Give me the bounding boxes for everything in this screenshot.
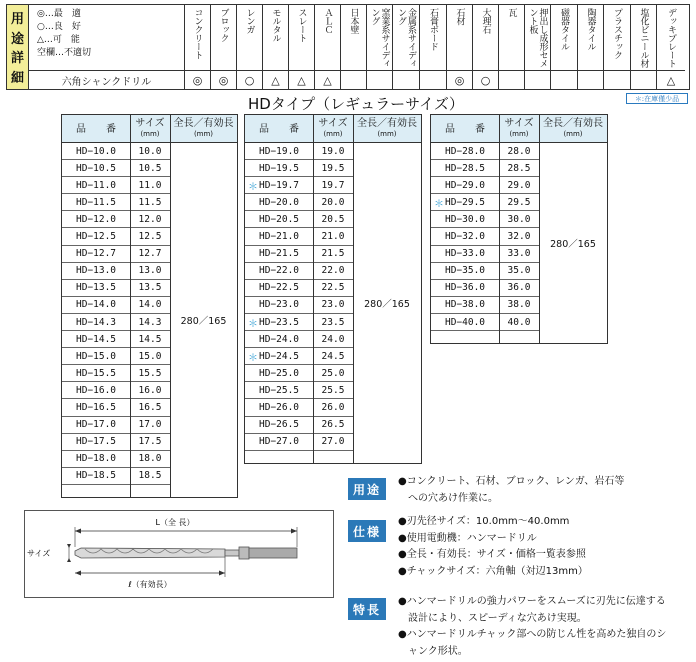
size-value: 10.5 (138, 162, 162, 174)
effective-length-label: ℓ（有効長） (128, 580, 172, 589)
product-code: HD−19.0 (258, 145, 300, 157)
legend-good: ○…良 好 (37, 22, 81, 32)
product-code: HD−28.5 (444, 162, 486, 174)
table-header (431, 115, 607, 143)
material-name: 大理石 (473, 5, 498, 71)
size-value: 14.3 (138, 316, 162, 328)
table-row (245, 382, 353, 399)
length-value: 280／165 (180, 316, 227, 327)
product-code: HD−36.0 (444, 282, 486, 294)
table-row (245, 434, 353, 451)
size-value: 16.0 (138, 384, 162, 396)
size-value: 29.0 (507, 179, 531, 191)
size-value: 12.0 (138, 213, 162, 225)
table-header (245, 115, 421, 143)
product-code: HD−10.5 (75, 162, 117, 174)
header-cell: サイズ (mm) (504, 118, 534, 138)
spec-text: ●刃先径サイズ：10.0mm〜40.0mm ●使用電動機：ハンマードリル ●全長・有効長：サイズ・価格一覧表参照 ●チャックサイズ：六角軸（対辺13mm） (398, 516, 588, 577)
product-code: HD−11.0 (75, 179, 117, 191)
material-column (525, 5, 551, 89)
size-value: 20.0 (321, 196, 345, 208)
table-row (245, 400, 353, 417)
size-value: 29.5 (507, 196, 531, 208)
size-value: 21.5 (321, 248, 345, 260)
table-row (245, 194, 353, 211)
material-column (499, 5, 525, 89)
size-value: 14.5 (138, 333, 162, 345)
length-value: 280／165 (550, 239, 596, 250)
material-name: ブロック (211, 5, 236, 71)
product-code: HD−29.0 (444, 179, 486, 191)
product-code: HD−12.5 (75, 231, 117, 243)
legend-best: ◎…最 適 (37, 9, 81, 19)
suitability-table (6, 4, 690, 90)
size-value: 24.0 (321, 333, 345, 345)
table-row (62, 194, 170, 211)
table-row (431, 160, 539, 177)
column-divider (499, 115, 500, 343)
table-row (62, 211, 170, 228)
table-row (62, 314, 170, 331)
column-divider (313, 115, 314, 463)
product-code: HD−21.5 (258, 248, 300, 260)
table-row (62, 434, 170, 451)
suitability-mark: △ (666, 73, 676, 87)
size-value: 13.5 (138, 282, 162, 294)
suitability-mark (631, 71, 656, 89)
table-row (245, 160, 353, 177)
material-name: 磁器タイル (551, 5, 577, 71)
size-value: 11.5 (138, 196, 162, 208)
size-value: 28.5 (507, 162, 531, 174)
table-row (431, 177, 539, 194)
table-row (431, 263, 539, 280)
material-column (420, 5, 447, 89)
material-column (315, 5, 341, 89)
material-name: 日本壁 (341, 5, 366, 71)
product-code: HD−10.0 (75, 145, 117, 157)
material-name: 金属系サイディング (393, 5, 419, 71)
material-column (289, 5, 315, 89)
size-value: 40.0 (507, 316, 531, 328)
suitability-mark (551, 71, 577, 89)
product-code: HD−40.0 (444, 316, 486, 328)
size-value: 36.0 (507, 282, 531, 294)
table-row (62, 468, 170, 485)
material-column (551, 5, 578, 89)
size-value: 18.5 (138, 470, 162, 482)
table-row (62, 382, 170, 399)
table-row (245, 229, 353, 246)
legend-unsuitable: 空欄…不適切 (37, 48, 92, 58)
product-code: HD−19.5 (258, 162, 300, 174)
drill-svg (25, 511, 333, 597)
material-name: 押出し成形セメント板 (525, 5, 550, 71)
size-value: 21.0 (321, 231, 345, 243)
size-value: 20.5 (321, 213, 345, 225)
size-value: 19.0 (321, 145, 345, 157)
suitability-mark (420, 71, 446, 89)
suitability-mark: ◎ (192, 73, 203, 87)
low-stock-mark: ＊ (434, 199, 444, 211)
table-row (62, 451, 170, 468)
product-code: HD−27.0 (258, 436, 300, 448)
material-name: 石膏ボード (420, 5, 446, 71)
size-label: サイズ (27, 549, 51, 558)
column-divider (130, 115, 131, 497)
size-value: 12.7 (138, 248, 162, 260)
size-value: 15.5 (138, 367, 162, 379)
material-column (604, 5, 631, 89)
table-row (431, 314, 539, 331)
product-code: HD−15.0 (75, 350, 117, 362)
product-code: HD−14.0 (75, 299, 117, 311)
product-code: HD−13.0 (75, 265, 117, 277)
material-column (631, 5, 657, 89)
table-row (245, 365, 353, 382)
suitability-mark (525, 71, 550, 89)
spec-table-1 (61, 114, 238, 498)
size-value: 15.0 (138, 350, 162, 362)
product-code: HD−18.5 (75, 470, 117, 482)
size-value: 23.0 (321, 299, 345, 311)
material-name: レンガ (237, 5, 262, 71)
product-code: HD−23.5 (258, 316, 300, 328)
product-code: HD−25.0 (258, 367, 300, 379)
stock-note: ＊:在庫僅少品 (626, 93, 688, 104)
usage-detail-label: 用 途 詳 細 (7, 5, 29, 89)
product-name: 六角シャンクドリル (29, 71, 185, 89)
product-code: HD−29.5 (444, 196, 486, 208)
suitability-mark: △ (323, 73, 332, 87)
product-code: HD−12.7 (75, 248, 117, 260)
table-row (245, 280, 353, 297)
table-row (245, 263, 353, 280)
table-row (62, 160, 170, 177)
product-code: HD−23.0 (258, 299, 300, 311)
size-value: 26.0 (321, 402, 345, 414)
product-code: HD−22.0 (258, 265, 300, 277)
product-code: HD−17.5 (75, 436, 117, 448)
product-code: HD−25.5 (258, 384, 300, 396)
size-value: 25.5 (321, 384, 345, 396)
usage-text: ●コンクリート、石材、ブロック、レンガ、岩石等 への穴あけ作業に。 (398, 476, 625, 504)
material-name: スレート (289, 5, 314, 71)
low-stock-mark: ＊ (248, 353, 258, 365)
product-code: HD−35.0 (444, 265, 486, 277)
table-row (62, 297, 170, 314)
table-row (245, 177, 353, 194)
material-column (185, 5, 211, 89)
product-code: HD−22.5 (258, 282, 300, 294)
size-value: 33.0 (507, 248, 531, 260)
material-name: 瓦 (499, 5, 524, 71)
table-row (62, 177, 170, 194)
table-row (62, 331, 170, 348)
suitability-mark (499, 71, 524, 89)
product-code: HD−18.0 (75, 453, 117, 465)
product-code: HD−30.0 (444, 213, 486, 225)
size-value: 14.0 (138, 299, 162, 311)
product-code: HD−33.0 (444, 248, 486, 260)
material-column (263, 5, 289, 89)
table-header (62, 115, 237, 143)
product-code: HD−12.0 (75, 213, 117, 225)
suitability-mark (604, 71, 630, 89)
usage-label: 用途 (348, 478, 386, 500)
header-cell: 全長／有効長 (mm) (357, 118, 417, 138)
table-row (245, 417, 353, 434)
header-cell: 品 番 (76, 123, 116, 135)
size-value: 23.5 (321, 316, 345, 328)
spec-table-3 (430, 114, 608, 344)
header-cell: 品 番 (445, 123, 485, 135)
material-name: 石材 (447, 5, 472, 71)
material-name: コンクリート (185, 5, 210, 71)
product-code: HD−14.5 (75, 333, 117, 345)
material-column (341, 5, 367, 89)
product-code: HD−24.5 (258, 350, 300, 362)
material-column (211, 5, 237, 89)
material-column (367, 5, 393, 89)
table-row (62, 246, 170, 263)
size-value: 22.0 (321, 265, 345, 277)
header-cell: サイズ (mm) (135, 118, 165, 138)
product-code: HD−32.0 (444, 231, 486, 243)
size-value: 24.5 (321, 350, 345, 362)
table-row (431, 246, 539, 263)
material-column (393, 5, 420, 89)
product-code: HD−14.3 (75, 316, 117, 328)
table-row (62, 417, 170, 434)
size-value: 26.5 (321, 419, 345, 431)
material-name: プラスチック (604, 5, 630, 71)
table-row (431, 280, 539, 297)
size-value: 16.5 (138, 402, 162, 414)
suitability-mark (393, 71, 419, 89)
size-value: 17.5 (138, 436, 162, 448)
suitability-mark: ○ (244, 73, 255, 87)
suitability-mark: ◎ (454, 73, 465, 87)
product-code: HD−20.5 (258, 213, 300, 225)
product-code: HD−20.0 (258, 196, 300, 208)
spec-table-2 (244, 114, 422, 464)
drill-diagram (24, 510, 334, 598)
product-code: HD−26.5 (258, 419, 300, 431)
material-column (447, 5, 473, 89)
material-name: デッキプレート (657, 5, 685, 71)
material-column (473, 5, 499, 89)
size-value: 13.0 (138, 265, 162, 277)
material-column (237, 5, 263, 89)
product-code: HD−28.0 (444, 145, 486, 157)
table-row (431, 194, 539, 211)
legend (29, 5, 185, 71)
legend-possible: △…可 能 (37, 35, 80, 45)
length-value: 280／165 (364, 299, 410, 310)
low-stock-mark: ＊ (248, 182, 258, 194)
size-value: 18.0 (138, 453, 162, 465)
material-column (578, 5, 604, 89)
low-stock-mark: ＊ (248, 319, 258, 330)
header-cell: 品 番 (259, 123, 299, 135)
header-cell: サイズ (mm) (318, 118, 348, 138)
table-row (62, 348, 170, 365)
size-value: 10.0 (138, 145, 162, 157)
header-cell: 全長／有効長 (mm) (543, 118, 603, 138)
features-label: 特長 (348, 598, 386, 620)
material-name: 窯業系サイディング (367, 5, 392, 71)
table-row (62, 400, 170, 417)
table-row (431, 211, 539, 228)
table-row (245, 331, 353, 348)
product-code: HD−15.5 (75, 367, 117, 379)
product-code: HD−16.0 (75, 384, 117, 396)
product-code: HD−11.5 (75, 196, 117, 208)
product-code: HD−24.0 (258, 333, 300, 345)
product-code: HD−21.0 (258, 231, 300, 243)
suitability-mark: △ (271, 73, 280, 87)
material-column (657, 5, 685, 89)
table-row (245, 297, 353, 314)
table-row (62, 280, 170, 297)
table-row (62, 365, 170, 382)
size-value: 12.5 (138, 231, 162, 243)
product-code: HD−38.0 (444, 299, 486, 311)
table-row (431, 143, 539, 160)
size-value: 27.0 (321, 436, 345, 448)
size-value: 19.7 (321, 179, 345, 191)
size-value: 35.0 (507, 265, 531, 277)
page-title: HDタイプ（レギュラーサイズ） (248, 95, 464, 113)
size-value: 22.5 (321, 282, 345, 294)
table-row (431, 229, 539, 246)
material-name: ＡＬＣ (315, 5, 340, 71)
table-row (245, 348, 353, 365)
material-name: モルタル (263, 5, 288, 71)
size-value: 28.0 (507, 145, 531, 157)
size-value: 25.0 (321, 367, 345, 379)
size-value: 17.0 (138, 419, 162, 431)
table-row (431, 297, 539, 314)
suitability-mark (367, 71, 392, 89)
suitability-mark (578, 71, 603, 89)
size-value: 11.0 (138, 179, 162, 191)
table-row (245, 314, 353, 331)
suitability-mark: ◎ (218, 73, 229, 87)
material-name: 塩化ビニール材 (631, 5, 656, 71)
product-code: HD−26.0 (258, 402, 300, 414)
table-row (62, 263, 170, 280)
product-code: HD−19.7 (258, 179, 300, 191)
size-value: 19.5 (321, 162, 345, 174)
features-text: ●ハンマードリルの強力パワーをスムーズに刃先に伝達する 設計により、スピーディな穴あけ実現。 ●ハンマードリルチャック部への防じん性を高めた独自のシ ャンク形状。 (398, 596, 667, 657)
size-value: 32.0 (507, 231, 531, 243)
size-value: 38.0 (507, 299, 531, 311)
spec-label: 仕様 (348, 520, 386, 542)
material-name: 陶器タイル (578, 5, 603, 71)
table-row (62, 229, 170, 246)
product-code: HD−13.5 (75, 282, 117, 294)
product-code: HD−17.0 (75, 419, 117, 431)
table-row (245, 143, 353, 160)
total-length-label: L（全 長） (155, 518, 195, 527)
product-code: HD−16.5 (75, 402, 117, 414)
table-row (62, 143, 170, 160)
size-value: 30.0 (507, 213, 531, 225)
suitability-mark (341, 71, 366, 89)
suitability-mark: △ (297, 73, 306, 87)
table-row (245, 211, 353, 228)
header-cell: 全長／有効長 (mm) (173, 118, 234, 138)
table-row (245, 246, 353, 263)
suitability-mark: ○ (480, 73, 491, 87)
